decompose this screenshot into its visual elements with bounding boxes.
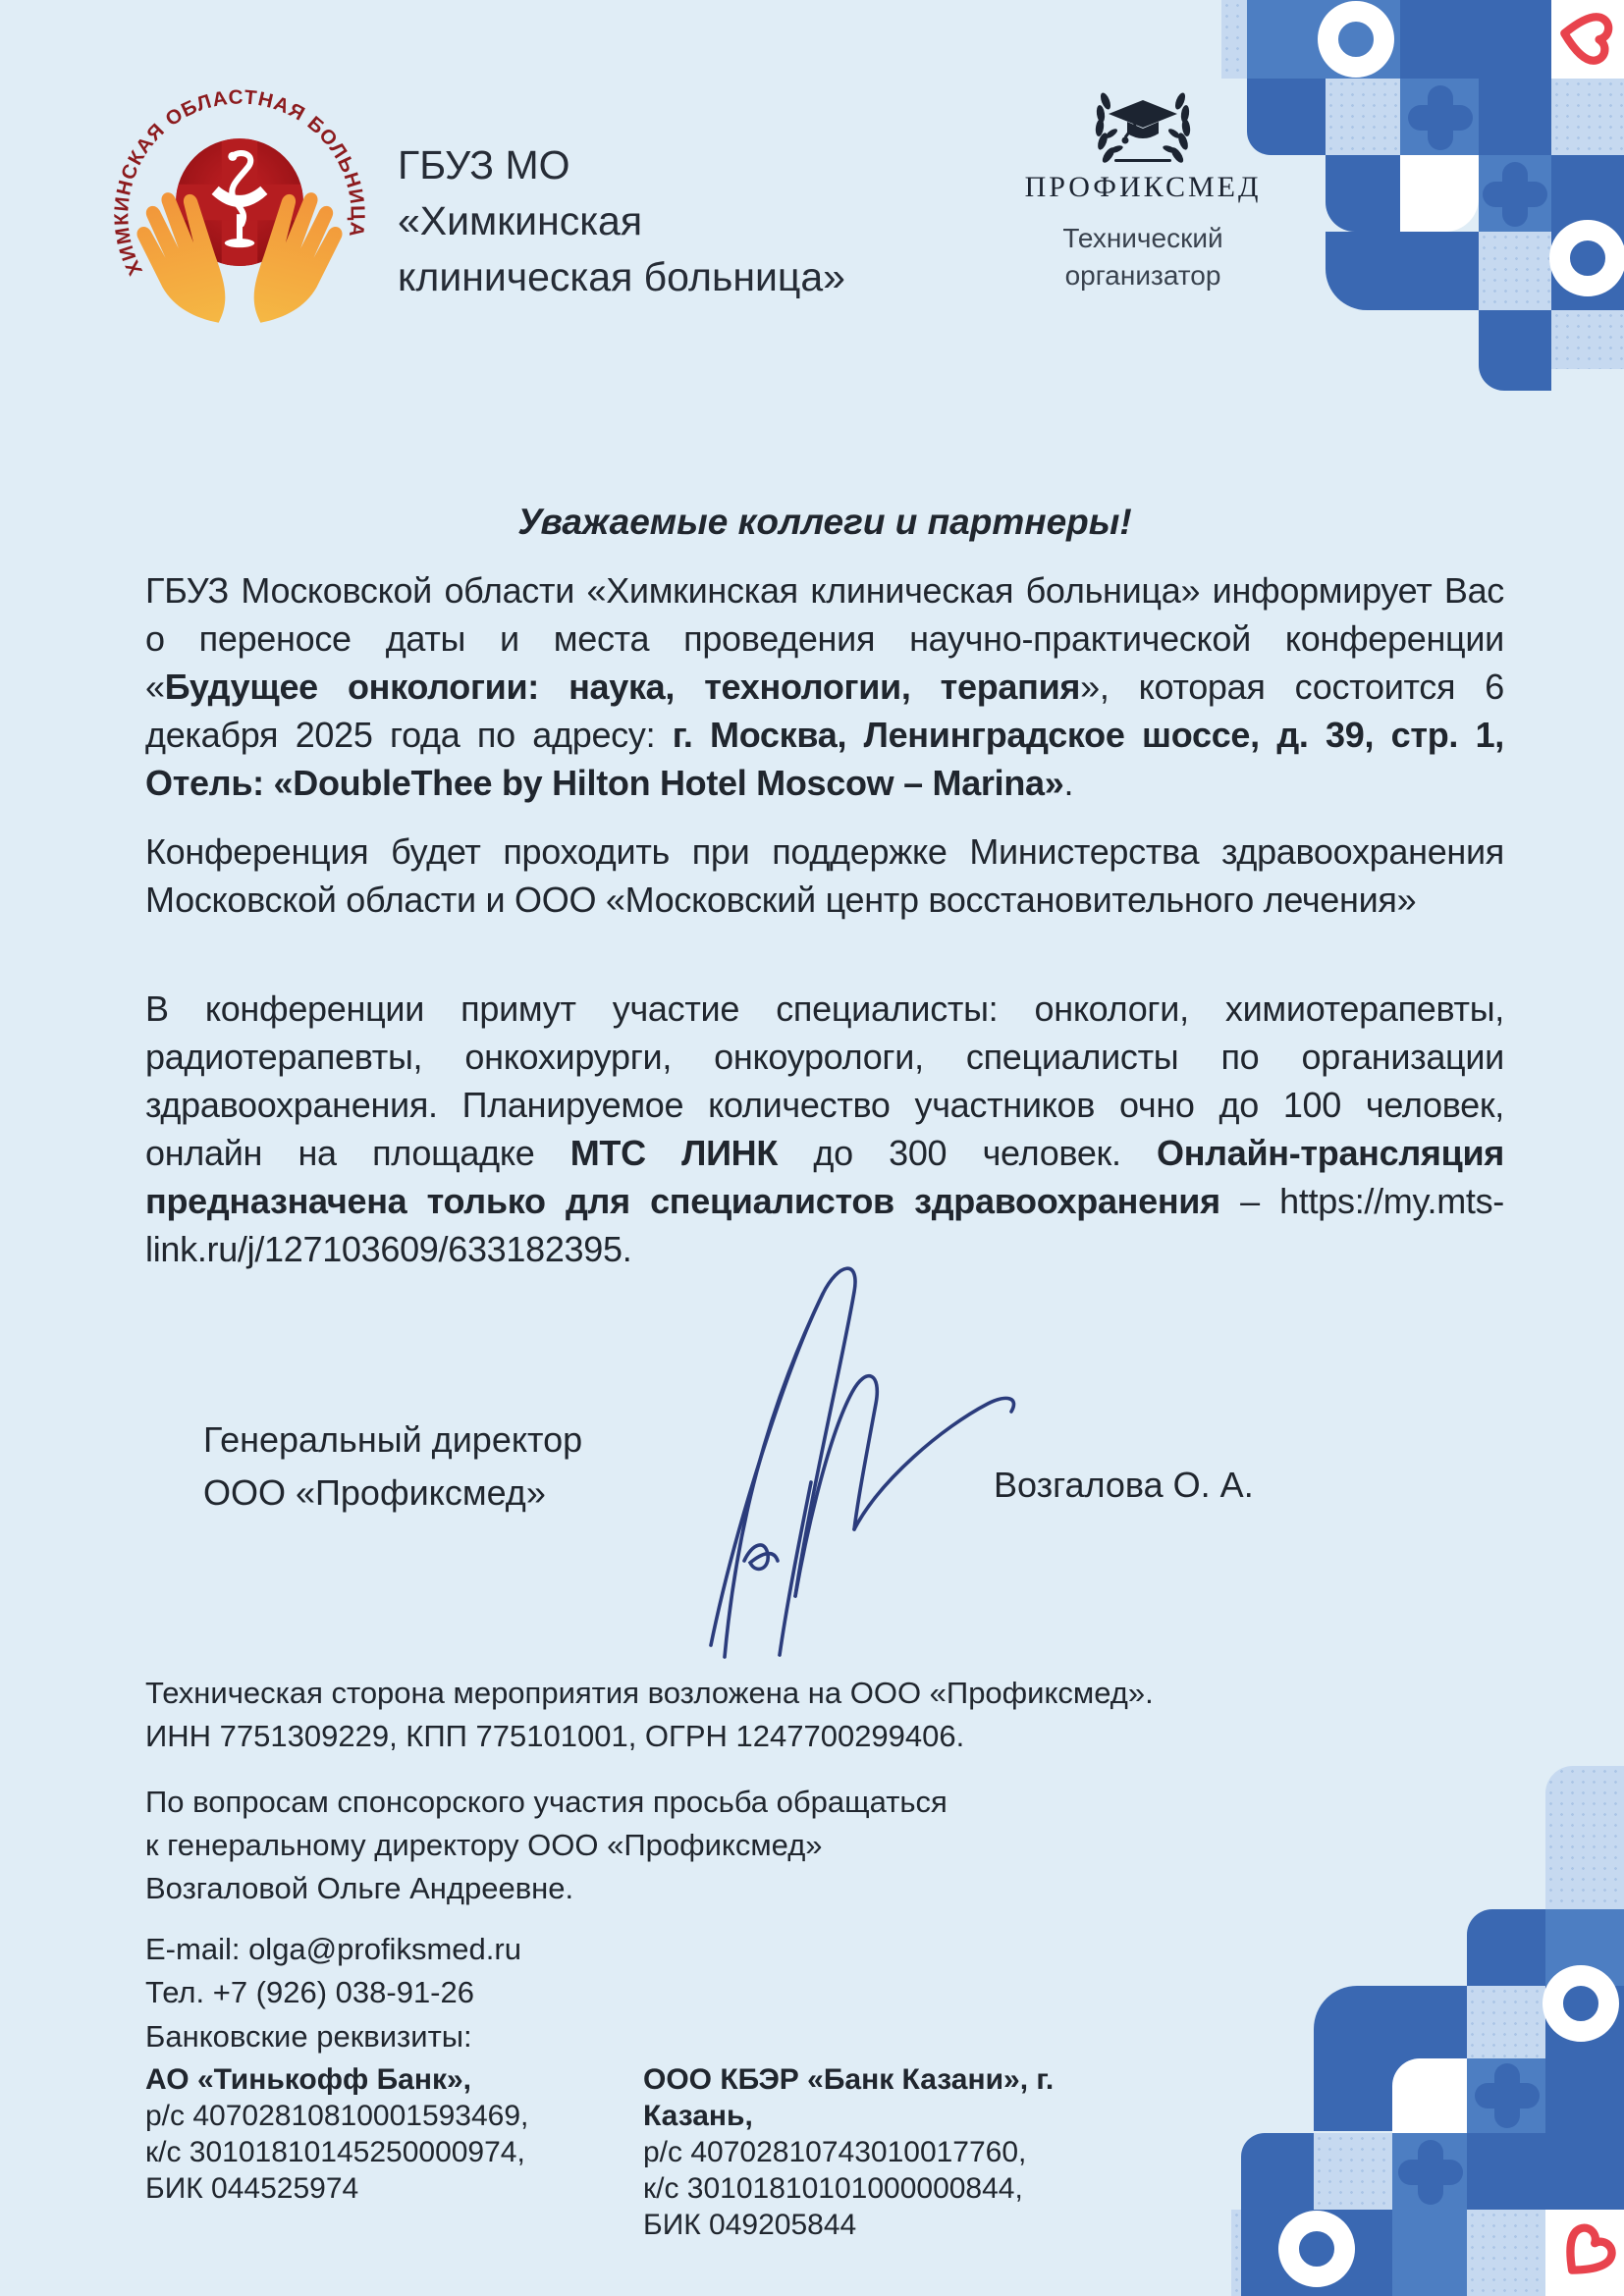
text-segment: В конференции примут участие специалисты: онкологи, химиотерапевты, радиотерапевты, онкохирурги, онкоурологи, специалисты по организации здравоохранения. Планируемое количество участников очно до 100 человек, онлайн на площадке <box>145 988 1504 1173</box>
text-line: «Химкинская <box>398 198 643 243</box>
heart-icon <box>1550 1 1623 74</box>
text-line: ГБУЗ МО <box>398 142 570 187</box>
circle-ring-icon <box>1278 2211 1355 2287</box>
mosaic-tile <box>1479 79 1551 155</box>
mosaic-tile <box>1467 1909 1545 1986</box>
text-line: По вопросам спонсорского участия просьба обращаться <box>145 1785 947 1819</box>
mosaic-tile <box>1545 2058 1624 2133</box>
salutation-heading: Уважаемые коллеги и партнеры! <box>517 502 1132 542</box>
text-segment: », которая состоится 6 декабря 2025 года по адресу: <box>145 667 1504 755</box>
contact-details <box>145 1928 521 2014</box>
bank-kazan <box>643 2061 1141 2243</box>
text-segment: Конференция будет проходить при поддержке Министерства здравоохранения Московской области и ООО «Московский центр восстановительного лечения» <box>145 831 1504 920</box>
text-line: Технический <box>1062 223 1223 253</box>
laurel-right-icon <box>1162 92 1191 165</box>
text-line: Тел. +7 (926) 038-91-26 <box>145 1975 474 2009</box>
bold-text-segment: МТС ЛИНК <box>569 1133 779 1173</box>
mosaic-tile <box>1545 1766 1624 1909</box>
organizer-role <box>990 220 1296 294</box>
technical-details <box>145 1672 1154 1758</box>
text-line: БИК 049205844 <box>643 2209 857 2241</box>
circle-ring-icon <box>1549 220 1624 296</box>
text-line: организатор <box>1064 260 1221 291</box>
heart-icon-wrap <box>1555 6 1618 69</box>
plus-icon <box>1392 2134 1469 2211</box>
sponsor-contact-note <box>145 1781 947 1910</box>
mosaic-tile <box>1326 232 1479 310</box>
mosaic-tile <box>1392 2210 1467 2296</box>
bank-details-title: Банковские реквизиты: <box>145 2019 472 2054</box>
mosaic-tile <box>1551 79 1624 155</box>
heart-icon <box>1543 2209 1624 2296</box>
mosaic-tile <box>1479 310 1551 391</box>
mosaic-tile <box>1467 2210 1545 2296</box>
plus-icon <box>1477 156 1553 233</box>
mosaic-tile <box>1326 155 1400 232</box>
mosaic-tile <box>1241 2133 1314 2210</box>
text-line: БИК 044525974 <box>145 2172 359 2205</box>
mosaic-tile <box>1400 155 1479 232</box>
signature-position <box>203 1414 582 1520</box>
mosaic-tile <box>1231 2210 1241 2296</box>
mosaic-tile <box>1326 79 1400 155</box>
bank-details <box>145 2061 1141 2243</box>
text-line: ООО «Профиксмед» <box>203 1472 546 1513</box>
mosaic-tile <box>1221 0 1247 79</box>
bold-text-segment: Онлайн-трансляция предназначена только для специалистов здравоохранения <box>145 1133 1504 1221</box>
organizer-name: ПРОФИКСМЕД <box>1024 171 1262 203</box>
text-line: р/с 40702810810001593469, <box>145 2100 529 2132</box>
bank-name: ООО КБЭР «Банк Казани», г. Казань, <box>643 2063 1055 2132</box>
bank-accounts <box>643 2134 1141 2243</box>
text-segment: ГБУЗ Московской области «Химкинская клиническая больница» информирует Вас о переносе даты и места проведения научно-практической конференции « <box>145 570 1504 707</box>
paragraph-conference-relocation <box>145 566 1504 807</box>
bank-accounts <box>145 2098 643 2207</box>
signature-name: Возгалова О. А. <box>994 1465 1254 1505</box>
circle-ring-icon <box>1318 1 1394 78</box>
bank-name: АО «Тинькофф Банк», <box>145 2063 471 2096</box>
paragraph-participants <box>145 985 1504 1273</box>
mosaic-tile <box>1392 2058 1467 2133</box>
mosaic-tile <box>1400 0 1551 79</box>
hospital-name <box>398 137 845 305</box>
mosaic-tile <box>1314 2133 1392 2210</box>
text-line: к/с 30101810101000000844, <box>643 2172 1023 2205</box>
mosaic-tile <box>1551 310 1624 369</box>
graduation-cap-laurel-icon <box>1050 92 1236 167</box>
organizer-block <box>990 92 1296 294</box>
text-segment: – https://my.mts-link.ru/j/127103609/633182395. <box>145 1181 1504 1269</box>
mosaic-tile <box>1479 232 1551 310</box>
text-line: Возгаловой Ольге Андреевне. <box>145 1871 574 1905</box>
bold-text-segment: Будущее онкологии: наука, технологии, терапия <box>164 667 1081 707</box>
hospital-logo <box>110 65 369 343</box>
text-line: Генеральный директор <box>203 1419 583 1460</box>
text-line: E-mail: olga@profiksmed.ru <box>145 1932 521 1966</box>
circle-ring-icon <box>1543 1965 1619 2042</box>
hospital-emblem-icon <box>110 65 369 338</box>
mosaic-tile <box>1467 1986 1545 2058</box>
text-line: клиническая больница» <box>398 254 845 299</box>
text-segment: . <box>1063 763 1074 803</box>
decor-mosaic-bottom-right <box>1231 1746 1624 2296</box>
laurel-left-icon <box>1095 92 1124 165</box>
text-segment: до 300 человек. <box>778 1133 1158 1173</box>
mosaic-tile <box>1467 2133 1624 2210</box>
plus-icon <box>1402 80 1479 156</box>
paragraph-support <box>145 828 1504 924</box>
graduation-cap-icon <box>1109 100 1177 144</box>
heart-icon-wrap <box>1555 2221 1618 2284</box>
bank-tinkoff <box>145 2061 643 2243</box>
logo-ring-text: ХИМКИНСКАЯ ОБЛАСТНАЯ БОЛЬНИЦА <box>111 86 368 279</box>
bold-text-segment: г. Москва, Ленинградское шоссе, д. 39, стр. 1, Отель: «DoubleThee by Hilton Hotel Moscow – Marina» <box>145 715 1505 803</box>
text-line: Техническая сторона мероприятия возложена на ООО «Профиксмед». <box>145 1676 1154 1710</box>
text-line: р/с 40702810743010017760, <box>643 2136 1027 2168</box>
text-line: ИНН 7751309229, КПП 775101001, ОГРН 1247700299406. <box>145 1719 965 1753</box>
handwritten-signature <box>617 1235 1078 1659</box>
text-line: к генеральному директору ООО «Профиксмед» <box>145 1828 823 1862</box>
text-line: к/с 30101810145250000974, <box>145 2136 525 2168</box>
plus-icon <box>1469 2057 1545 2134</box>
